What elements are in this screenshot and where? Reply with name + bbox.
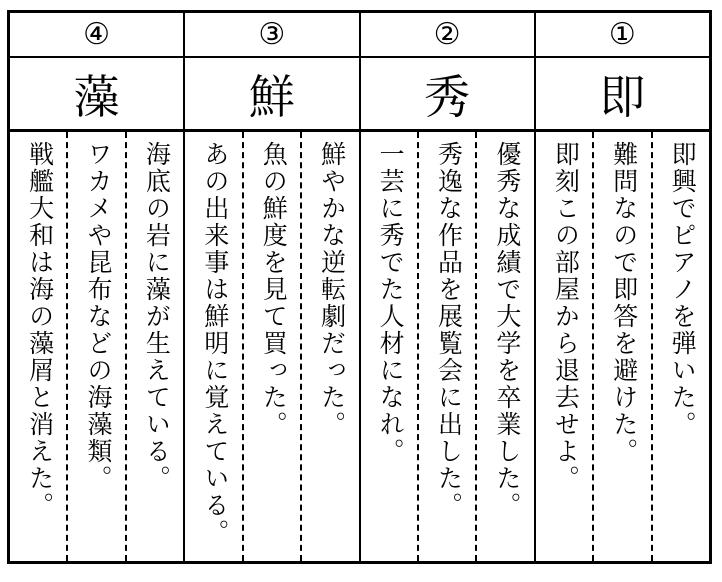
sentence-lane	[477, 132, 533, 561]
column-kanji: 秀	[361, 58, 534, 132]
sentence-text: あの出来事は鮮明に覚えている。	[200, 141, 228, 546]
sentence-text: 即興でピアノを弾いた。	[668, 141, 696, 438]
column-sentences	[185, 132, 358, 561]
column-number: ②	[361, 13, 534, 58]
sentence-lane	[10, 132, 68, 561]
sentence-text: 優秀な成績で大学を卒業した。	[492, 141, 520, 519]
column-circle-3	[183, 13, 358, 561]
sentence-text: 秀逸な作品を展覧会に出した。	[434, 141, 462, 519]
sentence-text: 鮮やかな逆転劇だった。	[317, 141, 345, 438]
sentence-text: 戦艦大和は海の藻屑と消えた。	[25, 141, 53, 519]
column-sentences	[536, 132, 709, 561]
sentence-lane	[653, 132, 709, 561]
sentence-lane	[127, 132, 183, 561]
sentence-lane	[302, 132, 358, 561]
sentence-text: 一芸に秀でた人材になれ。	[376, 141, 404, 465]
column-kanji: 鮮	[185, 58, 358, 132]
sentence-text: 海底の岩に藻が生えている。	[142, 141, 170, 492]
sentence-text: ワカメや昆布などの海藻類。	[84, 141, 111, 492]
sentence-lane	[185, 132, 243, 561]
sentence-lane	[361, 132, 419, 561]
column-number: ③	[185, 13, 358, 58]
column-circle-2	[359, 13, 534, 561]
sentence-text: 即刻この部屋から退去せよ。	[551, 141, 579, 492]
kanji-example-table	[7, 10, 712, 564]
sentence-lane	[536, 132, 594, 561]
column-sentences	[361, 132, 534, 561]
sentence-lane	[68, 132, 126, 561]
column-number: ④	[10, 13, 183, 58]
column-sentences	[10, 132, 183, 561]
column-number: ①	[536, 13, 709, 58]
sentence-text: 魚の鮮度を見て買った。	[259, 141, 287, 438]
column-circle-1	[534, 13, 709, 561]
column-kanji: 即	[536, 58, 709, 132]
column-kanji: 藻	[10, 58, 183, 132]
sentence-text: 難問なので即答を避けた。	[609, 141, 637, 465]
sentence-lane	[419, 132, 477, 561]
column-circle-4	[10, 13, 183, 561]
sentence-lane	[244, 132, 302, 561]
sentence-lane	[594, 132, 652, 561]
